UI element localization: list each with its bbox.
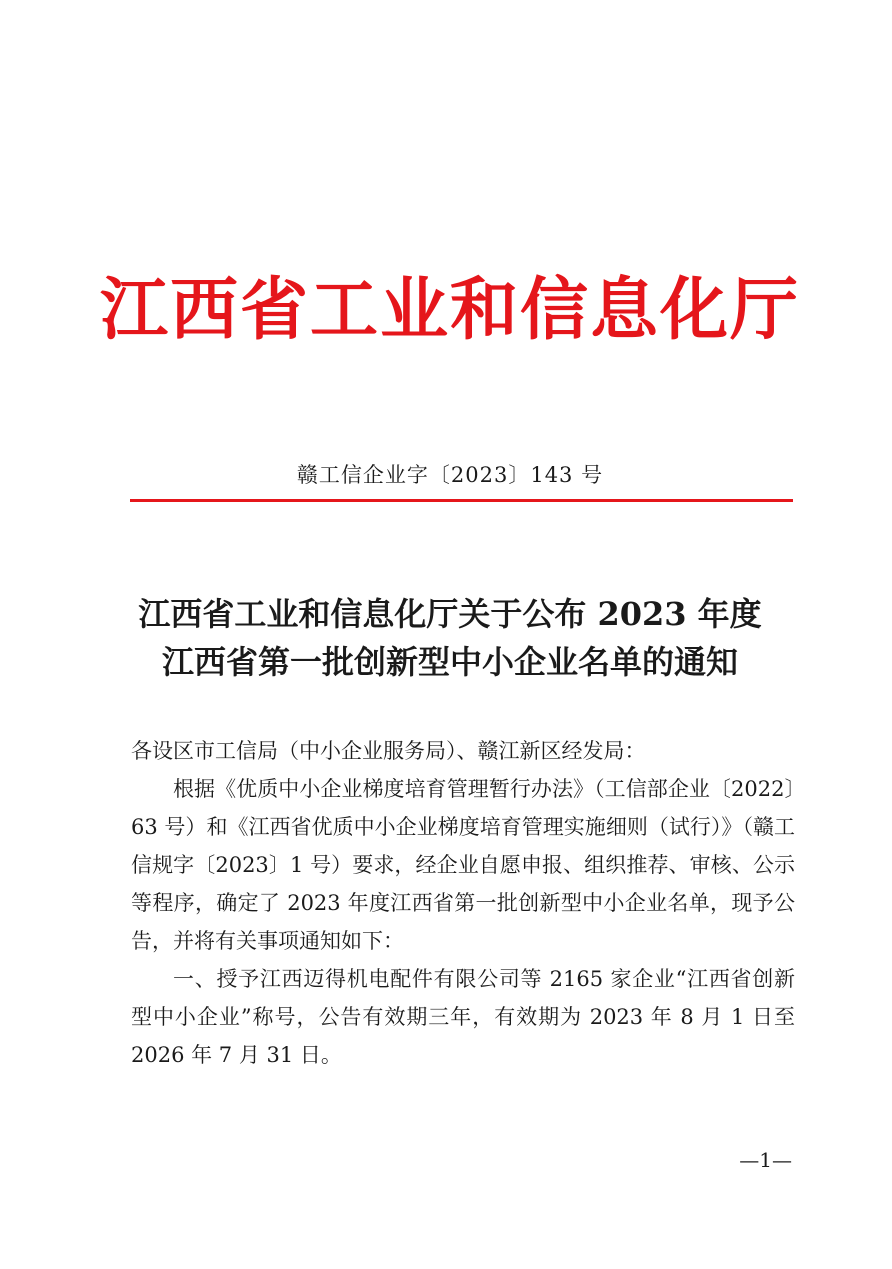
body-paragraph-2: 一、授予江西迈得机电配件有限公司等 2165 家企业“江西省创新型中小企业”称号，公告有效期三年，有效期为 2023 年 8 月 1 日至 2026 年 7 月 31 日。 xyxy=(131,967,795,1067)
document-title xyxy=(100,590,800,686)
document-number: 赣工信企业字〔2023〕143 号 xyxy=(296,463,604,487)
body-paragraph-1: 根据《优质中小企业梯度培育管理暂行办法》（工信部企业〔2022〕63 号）和《江西省优质中小企业梯度培育管理实施细则（试行）》（赣工信规字〔2023〕1 号）要求，经企业自愿申报、组织推荐、审核、公示等程序，确定了 2023 年度江西省第一批创新型中小企业名单，现予公告，并将有关事项通知如下： xyxy=(131,777,795,953)
issuing-agency-header: 江西省工业和信息化厅 xyxy=(100,270,801,350)
salutation: 各设区市工信局（中小企业服务局）、赣江新区经发局： xyxy=(131,739,646,763)
document-body xyxy=(131,732,795,1074)
red-separator-line xyxy=(130,499,793,502)
page-number: —1— xyxy=(739,1148,792,1172)
title-line-1: 江西省工业和信息化厅关于公布 2023 年度 xyxy=(138,595,762,633)
title-line-2: 江西省第一批创新型中小企业名单的通知 xyxy=(161,643,738,681)
